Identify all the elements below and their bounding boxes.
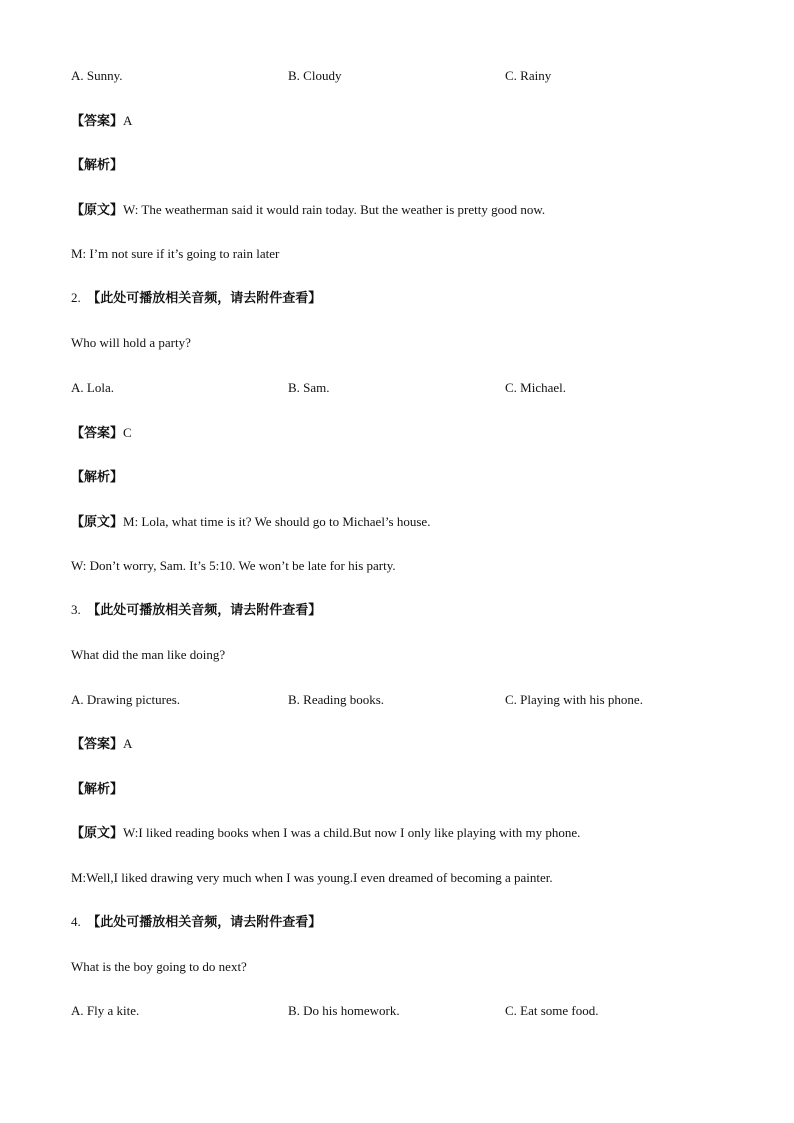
q2-transcript-2: W: Don’t worry, Sam. It’s 5:10. We won’t be late for his party. xyxy=(71,558,396,573)
q3-question: What did the man like doing? xyxy=(71,647,226,662)
q2-option-c: C. Michael. xyxy=(505,380,567,395)
analysis-label: 【解析】 xyxy=(71,158,124,173)
transcript-text: W: The weatherman said it would rain today. But the weather is pretty good now. xyxy=(123,202,546,217)
q1-answer xyxy=(71,113,132,130)
q3-option-c: C. Playing with his phone. xyxy=(505,692,643,707)
answer-value: A xyxy=(123,113,133,128)
q3-header xyxy=(71,602,321,619)
q4-option-b: B. Do his homework. xyxy=(288,1003,400,1018)
q2-answer xyxy=(71,425,132,442)
q1-option-c: C. Rainy xyxy=(505,68,552,83)
question-number: 2. xyxy=(71,290,81,305)
q4-option-c: C. Eat some food. xyxy=(505,1003,599,1018)
q1-option-b: B. Cloudy xyxy=(288,68,342,83)
question-number: 3. xyxy=(71,602,81,617)
transcript-label: 【原文】 xyxy=(71,515,124,530)
q2-option-a: A. Lola. xyxy=(71,380,114,395)
answer-label: 【答案】 xyxy=(71,737,124,752)
transcript-text: M: Lola, what time is it? We should go to Michael’s house. xyxy=(123,514,431,529)
q2-option-b: B. Sam. xyxy=(288,380,330,395)
analysis-label: 【解析】 xyxy=(71,470,124,485)
q1-analysis xyxy=(71,157,123,174)
question-number: 4. xyxy=(71,914,81,929)
q3-transcript-2: M:Well,I liked drawing very much when I was young.I even dreamed of becoming a painter. xyxy=(71,870,553,885)
answer-value: C xyxy=(123,425,132,440)
q4-option-a: A. Fly a kite. xyxy=(71,1003,140,1018)
q2-transcript-1 xyxy=(71,514,430,531)
transcript-text: W:I liked reading books when I was a child.But now I only like playing with my phone. xyxy=(123,825,581,840)
q4-question: What is the boy going to do next? xyxy=(71,959,247,974)
q3-transcript-1 xyxy=(71,825,580,842)
answer-label: 【答案】 xyxy=(71,114,124,129)
q3-answer xyxy=(71,736,132,753)
analysis-label: 【解析】 xyxy=(71,782,124,797)
audio-note[interactable]: 【此处可播放相关音频，请去附件查看】 xyxy=(87,915,322,930)
q1-transcript-2: M: I’m not sure if it’s going to rain later xyxy=(71,246,280,261)
audio-note[interactable]: 【此处可播放相关音频，请去附件查看】 xyxy=(87,291,322,306)
q3-analysis xyxy=(71,781,123,798)
q2-question: Who will hold a party? xyxy=(71,335,191,350)
q4-header xyxy=(71,914,321,931)
q3-option-b: B. Reading books. xyxy=(288,692,385,707)
audio-note[interactable]: 【此处可播放相关音频，请去附件查看】 xyxy=(87,603,322,618)
q3-option-a: A. Drawing pictures. xyxy=(71,692,181,707)
transcript-label: 【原文】 xyxy=(71,826,124,841)
q2-analysis xyxy=(71,469,123,486)
answer-label: 【答案】 xyxy=(71,426,124,441)
answer-value: A xyxy=(123,736,133,751)
q2-header xyxy=(71,290,321,307)
transcript-label: 【原文】 xyxy=(71,203,124,218)
q1-option-a: A. Sunny. xyxy=(71,68,123,83)
q1-transcript-1 xyxy=(71,202,545,219)
